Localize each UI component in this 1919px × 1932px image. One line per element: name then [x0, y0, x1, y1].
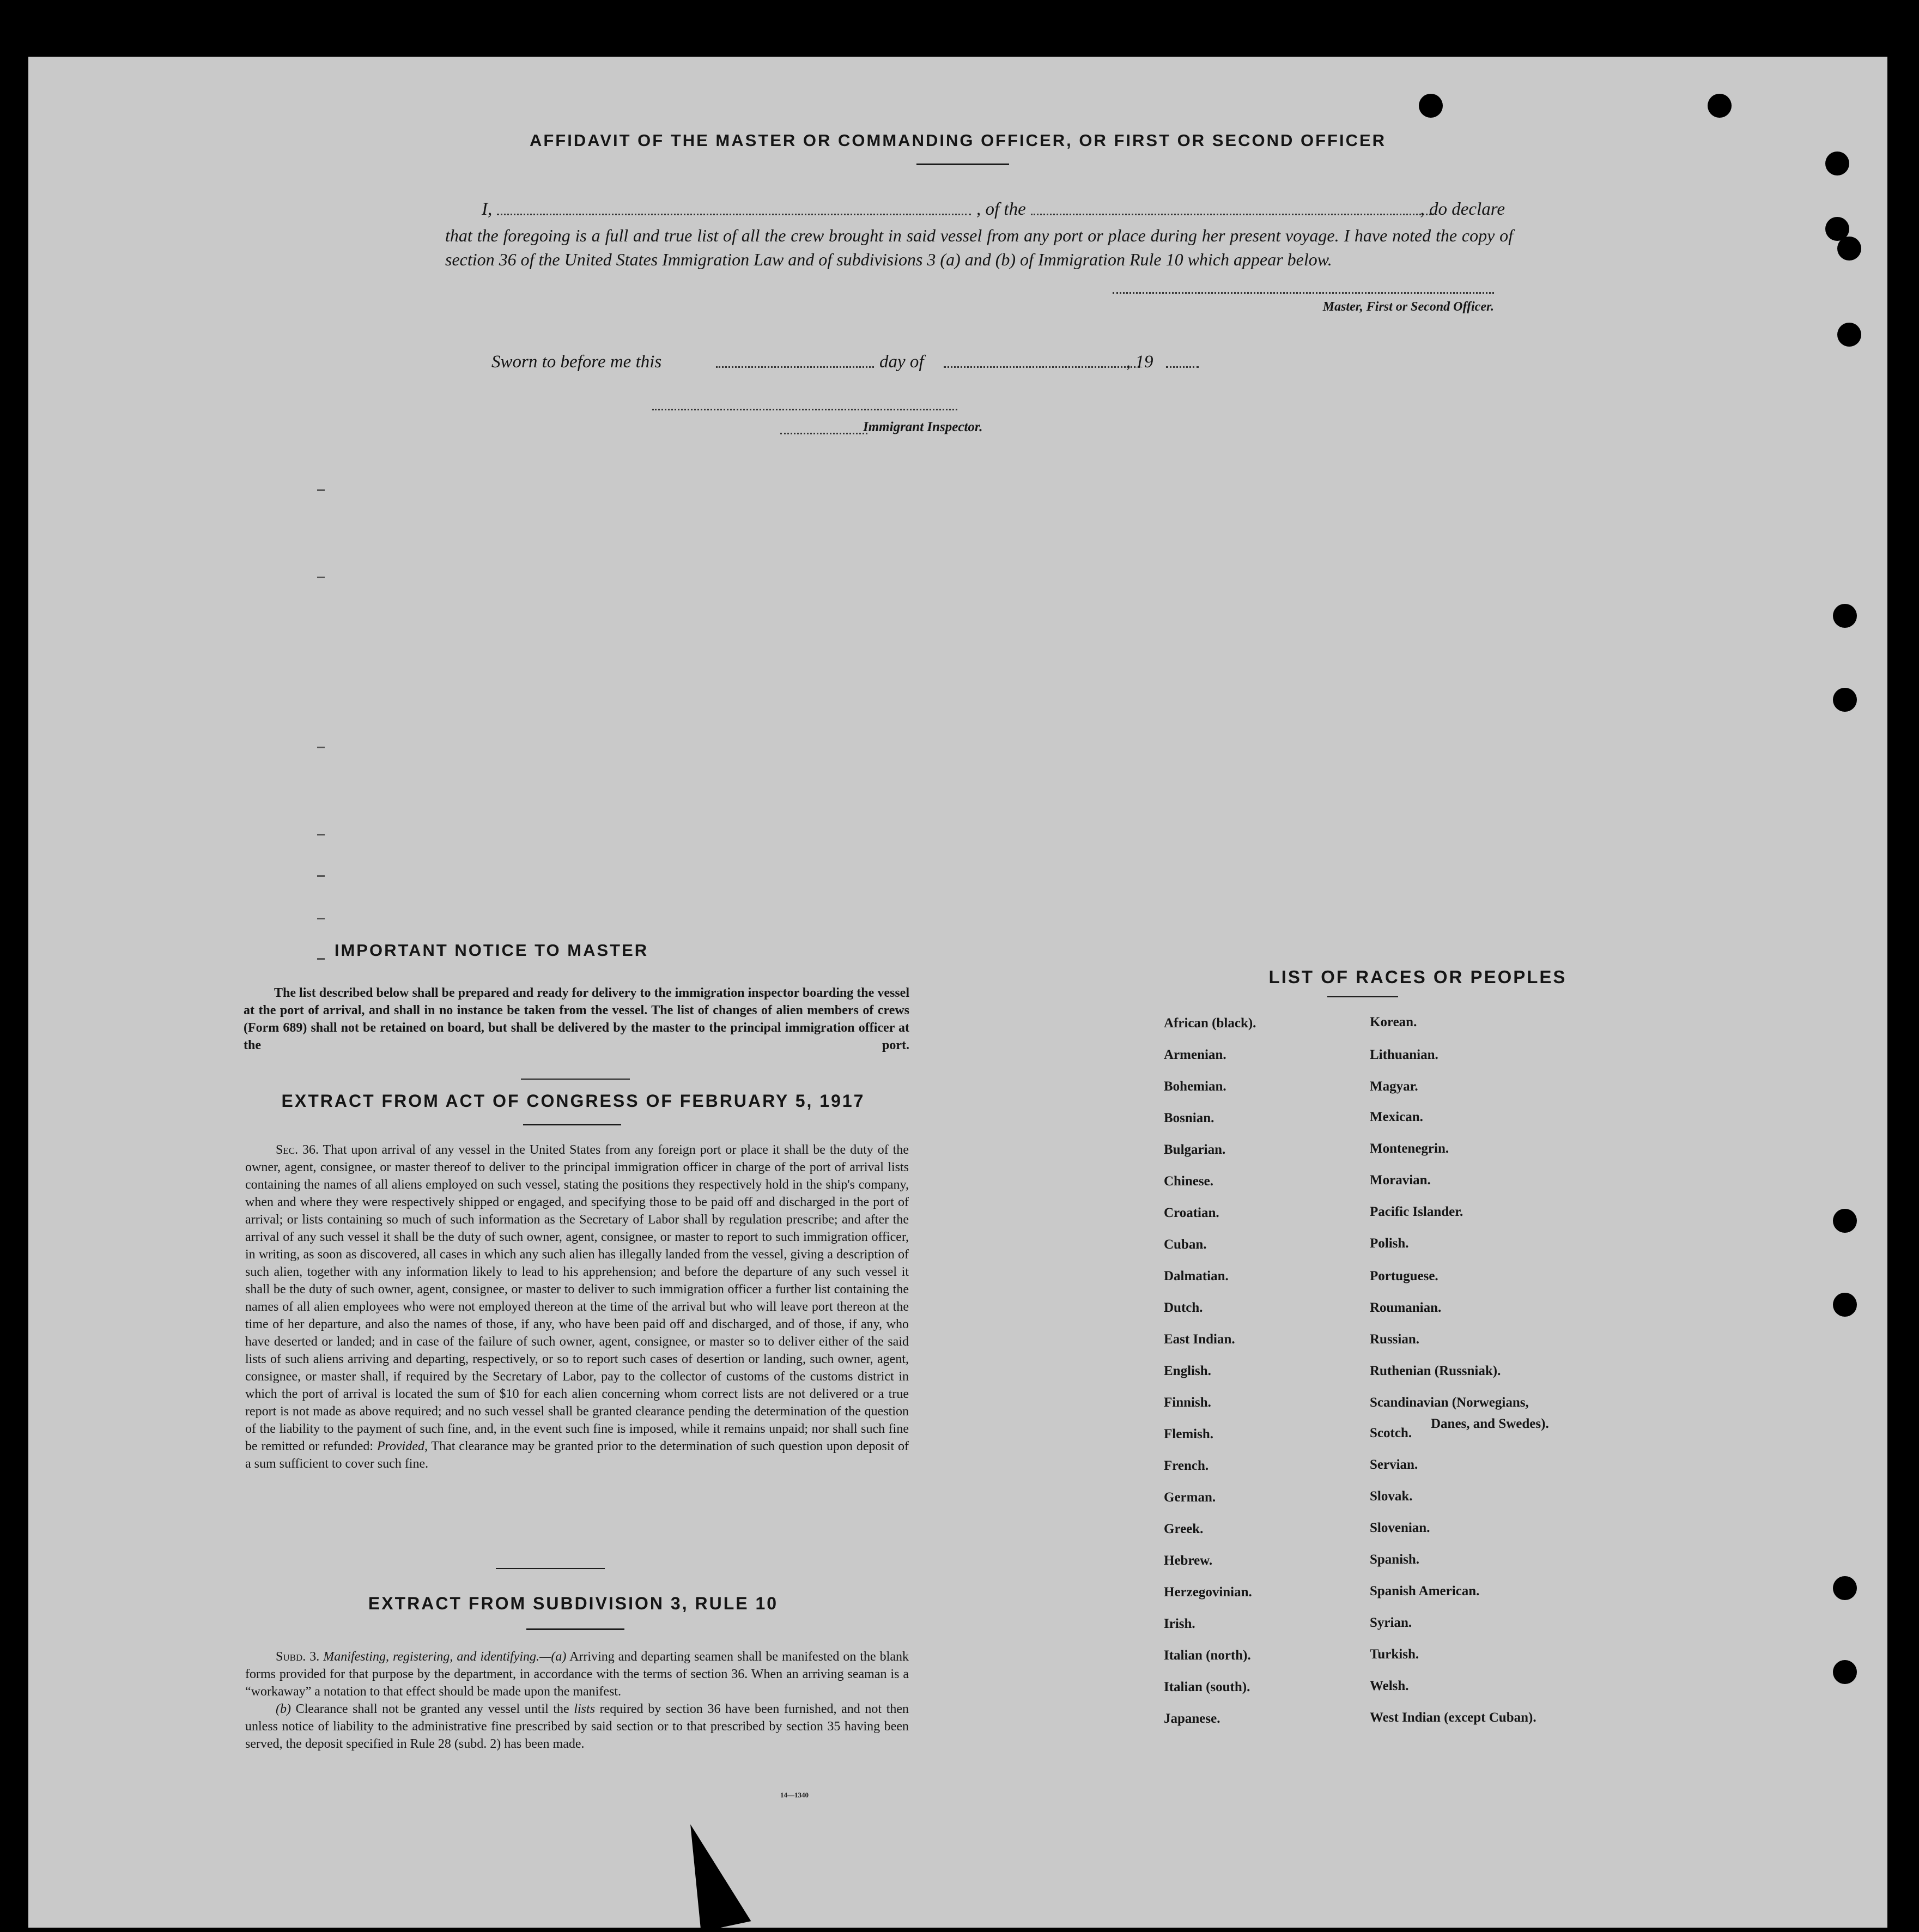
race-item: African (black). — [1164, 1016, 1256, 1031]
margin-tick — [317, 577, 325, 578]
race-item: Lithuanian. — [1370, 1047, 1438, 1062]
race-item: Mexican. — [1370, 1110, 1423, 1124]
title-underline — [916, 163, 1009, 165]
race-item: Japanese. — [1164, 1711, 1220, 1726]
sworn-year-blank[interactable] — [1166, 366, 1199, 368]
race-item: Finnish. — [1164, 1395, 1211, 1410]
divider — [521, 1079, 630, 1080]
binder-hole — [1708, 94, 1732, 118]
binder-hole — [1833, 1576, 1857, 1600]
binder-hole — [1837, 323, 1861, 347]
race-item: Syrian. — [1370, 1615, 1412, 1630]
race-item: Welsh. — [1370, 1679, 1409, 1693]
race-item: Bulgarian. — [1164, 1142, 1226, 1157]
race-scandinavian-continued: Danes, and Swedes). — [1431, 1416, 1549, 1431]
provided-word: Provided, — [376, 1439, 428, 1453]
race-item: Pacific Islander. — [1370, 1204, 1463, 1219]
race-item: Greek. — [1164, 1522, 1204, 1536]
declaration-do-declare: , do declare — [1420, 199, 1505, 219]
subd-heading: Manifesting, registering, and identifying. — [323, 1650, 540, 1664]
title-underline — [526, 1628, 624, 1630]
notice-text: The list described below shall be prepared and ready for delivery to the immigration inspector boarding the vessel at the port of arrival, and shall in no instance be taken from the vessel. The list of changes of alien members of crews (Form 689) shall not be retained on board, but shall be delivered by the master to the principal immigration officer at the port. — [244, 986, 909, 1052]
part-b-label: (b) — [276, 1702, 291, 1716]
binder-hole — [1419, 94, 1443, 118]
binder-hole — [1837, 237, 1861, 261]
race-item: Russian. — [1370, 1332, 1420, 1347]
margin-tick — [317, 489, 325, 491]
name-blank[interactable] — [497, 214, 971, 215]
margin-tick — [317, 834, 325, 835]
race-item: Turkish. — [1370, 1647, 1419, 1662]
title-underline — [1327, 996, 1398, 997]
race-item: Roumanian. — [1370, 1300, 1442, 1315]
vessel-blank[interactable] — [1031, 214, 1434, 215]
declaration-i: I, — [482, 199, 493, 219]
race-item: Hebrew. — [1164, 1553, 1213, 1568]
form-code: 14—1340 — [780, 1791, 809, 1799]
race-item: Slovak. — [1370, 1489, 1413, 1504]
binder-hole — [1833, 1660, 1857, 1684]
race-item: Magyar. — [1370, 1079, 1418, 1094]
title-underline — [523, 1124, 621, 1125]
divider — [496, 1568, 605, 1569]
race-item: Scandinavian (Norwegians, — [1370, 1395, 1529, 1410]
affidavit-title: AFFIDAVIT OF THE MASTER OR COMMANDING OFFICER, OR FIRST OR SECOND OFFICER — [529, 131, 1387, 150]
race-item: Cuban. — [1164, 1237, 1207, 1252]
subd-label: Subd. 3. — [276, 1650, 320, 1664]
race-item: Polish. — [1370, 1236, 1409, 1251]
notice-title: IMPORTANT NOTICE TO MASTER — [334, 941, 649, 960]
margin-tick — [317, 958, 325, 960]
race-item: Spanish. — [1370, 1552, 1420, 1567]
section-36-text — [245, 1141, 909, 1473]
race-item: Italian (south). — [1164, 1680, 1250, 1694]
race-item: Korean. — [1370, 1015, 1417, 1029]
race-item: Scotch. — [1370, 1426, 1412, 1440]
race-item: Bohemian. — [1164, 1079, 1226, 1094]
sworn-month-blank[interactable] — [944, 366, 1140, 368]
margin-tick — [317, 875, 325, 877]
scan-top-edge — [0, 0, 1919, 57]
race-item: English. — [1164, 1364, 1211, 1378]
race-item: French. — [1164, 1458, 1209, 1473]
binder-hole — [1833, 688, 1857, 712]
part-b-lists: lists — [574, 1702, 596, 1716]
race-item: Slovenian. — [1370, 1521, 1430, 1535]
race-item: Dalmatian. — [1164, 1269, 1229, 1283]
binder-hole — [1825, 152, 1849, 175]
sworn-year-label: , 19 — [1126, 352, 1153, 372]
race-item: German. — [1164, 1490, 1216, 1505]
race-item: Ruthenian (Russniak). — [1370, 1364, 1501, 1378]
part-a-text: Arriving and departing seamen shall be manifested on the blank forms provided for that purpose by the department, in accordance with the terms of section 36. When an arriving seaman is a “workaway” a notation to that effect should be made upon the manifest. — [245, 1650, 909, 1699]
race-item: Irish. — [1164, 1616, 1195, 1631]
master-signature-blank[interactable] — [1113, 292, 1494, 294]
extract-act-title: EXTRACT FROM ACT OF CONGRESS OF FEBRUARY 5, 1917 — [281, 1091, 865, 1111]
part-a-label: —(a) — [539, 1650, 567, 1664]
race-item: East Indian. — [1164, 1332, 1235, 1347]
binder-hole — [1833, 1209, 1857, 1233]
sworn-day-of: day of — [879, 352, 924, 372]
declaration-of-the: , of the — [976, 199, 1026, 219]
declaration-text: that the foregoing is a full and true list of all the crew brought in said vessel from any port or place during her present voyage. I have noted the copy of section 36 of the United States Immigration Law and of subdivisions 3 (a) and (b) of Immigration Rule 10 which appear below. — [445, 226, 1513, 269]
sec-body: That upon arrival of any vessel in the United States from any foreign port or place it shall be the duty of the owner, agent, consignee, or master thereof to deliver to the principal immigration officer in charge of the port of arrival lists containing the names of all aliens employed on such vessel, stating the positions they respectively hold in the ship's company, when and where they were respectively shipped or engaged, and specifying those to be paid off and discharged in the port of arrival; or lists containing so much of such information as the Secretary of Labor shall by regulation prescribe; and after the arrival of any such vessel it shall be the duty of such owner, agent, consignee, or master to report to such immigration officer, in writing, as soon as discovered, all cases in which any such alien has illegally landed from the vessel, giving a description of such alien, together with any information likely to lead to his apprehension; and before the departure of any such vessel it shall be the duty of such owner, agent, consignee, or master to deliver to such immigration officer a further list containing the names of all alien employees who were not employed thereon at the time of the arrival but who will leave port thereon at the time of her departure, and also the names of those, if any, who have been paid off and discharged, and of those, if any, who have deserted or landed; and in case of the failure of such owner, agent, consignee, or master so to deliver either of the said lists of such aliens arriving and departing, respectively, or so to report such cases of desertion or landing, such owner, agent, consignee, or master shall, if required by the Secretary of Labor, pay to the collector of customs of the customs district in which the port of arrival is located the sum of $10 for each alien concerning whom correct lists are not delivered or a true report is not made as above required; and no such vessel shall be granted clearance pending the determination of the question of the liability to the payment of such fine, and, in the event such fine is imposed, while it remains unpaid; nor shall such fine be remitted or refunded: — [245, 1143, 909, 1453]
race-item: Armenian. — [1164, 1047, 1226, 1062]
extract-rule-title: EXTRACT FROM SUBDIVISION 3, RULE 10 — [368, 1594, 779, 1613]
margin-tick — [317, 918, 325, 919]
race-item: Chinese. — [1164, 1174, 1213, 1189]
race-item: Croatian. — [1164, 1206, 1219, 1220]
binder-hole — [1833, 1293, 1857, 1317]
sworn-day-blank[interactable] — [716, 366, 874, 368]
document-page — [28, 57, 1887, 1928]
inspector-signature-blank[interactable] — [652, 409, 957, 410]
race-item: Herzegovinian. — [1164, 1585, 1252, 1600]
race-item: Portuguese. — [1370, 1269, 1438, 1283]
race-item: Dutch. — [1164, 1300, 1203, 1315]
races-title: LIST OF RACES OR PEOPLES — [1268, 967, 1567, 987]
sec-label: Sec. 36. — [276, 1143, 319, 1157]
race-item: Flemish. — [1164, 1427, 1213, 1442]
binder-hole — [1833, 604, 1857, 628]
sworn-prefix: Sworn to before me this — [491, 352, 662, 372]
race-item: Moravian. — [1370, 1173, 1431, 1188]
race-item: Italian (north). — [1164, 1648, 1251, 1663]
race-item: Spanish American. — [1370, 1584, 1480, 1598]
race-item: Servian. — [1370, 1457, 1418, 1472]
subdivision-3-text — [245, 1648, 909, 1753]
notice-body — [244, 984, 909, 1054]
master-signature-label: Master, First or Second Officer. — [1322, 300, 1494, 314]
part-b-text-1: Clearance shall not be granted any vessel until the — [295, 1702, 569, 1716]
race-item: Bosnian. — [1164, 1111, 1214, 1125]
race-item: West Indian (except Cuban). — [1370, 1710, 1537, 1725]
part-b-text-2: required by section 36 have been furnished, and not then unless notice of liability to the administrative fine prescribed by said section or to that prescribed by section 35 having been served, the deposit specified in Rule 28 (subd. 2) has been made. — [245, 1702, 909, 1751]
race-item: Montenegrin. — [1370, 1141, 1449, 1156]
sec-body-end: That clearance may be granted prior to the determination of such question upon deposit of a sum sufficient to cover such fine. — [245, 1439, 909, 1471]
inspector-signature-label: Immigrant Inspector. — [863, 420, 983, 434]
margin-tick — [317, 747, 325, 748]
inspector-dots-short — [780, 433, 867, 434]
